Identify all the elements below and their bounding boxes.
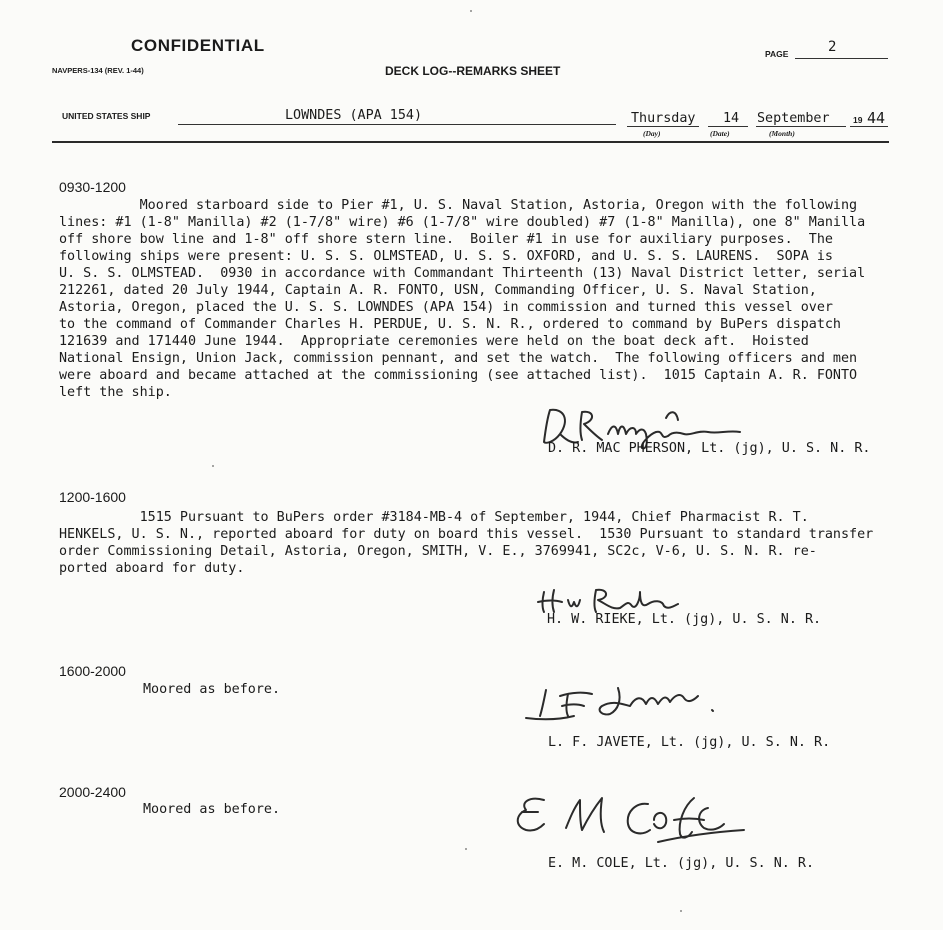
watch-time-1200: 1200-1600 <box>59 489 126 505</box>
ship-label: UNITED STATES SHIP <box>62 111 151 121</box>
ship-name-line <box>178 124 616 125</box>
entry-text-2000: Moored as before. <box>143 802 281 817</box>
signature-block-2000: E. M. COLE, Lt. (jg), U. S. N. R. <box>548 856 815 871</box>
entry-text-0930: Moored starboard side to Pier #1, U. S. Naval Station, Astoria, Oregon with the following lines: #1 (1-8" Manilla) #2 (1-7/8" wire) #6 (1-7/8" wire doubled) #7 (1-8" Manilla), one 8" Manilla off shore bow line and 1-8" off shore stern line. Boiler #1 in use for auxiliary purposes. The following ships were present: U. S. S. OLMSTEAD, U. S. S. OXFORD, and U. S. S. LAURENS. SOPA is U. S. S. OLMSTEAD. 0930 in accordance with Commandant Thirteenth (13) Naval District letter, serial 212261, dated 20 July 1944, Captain A. R. FONTO, USN, Commanding Officer, U. S. Naval Station, Astoria, Oregon, placed the U. S. S. LOWNDES (APA 154) in commission and turned this vessel over to the command of Commander Charles H. PERDUE, U. S. N. R., ordered to command by BuPers dispatch 121639 and 171440 June 1944. Appropriate ceremonies were held on the boat deck aft. Hoisted National Ensign, Union Jack, commission pennant, and set the watch. The following officers and men were aboard and became attached at the commissioning (see attached list). 1015 Captain A. R. FONTO left the ship. <box>59 198 866 400</box>
header-rule <box>52 141 889 143</box>
month-caption: (Month) <box>769 129 795 138</box>
watch-time-1600: 1600-2000 <box>59 663 126 679</box>
day-value: Thursday <box>631 111 696 126</box>
year-digits: 44 <box>867 109 886 127</box>
watch-time-2000: 2000-2400 <box>59 784 126 800</box>
month-value: September <box>757 111 830 126</box>
day-line <box>627 126 699 127</box>
page-label: PAGE <box>765 49 789 59</box>
scan-speck <box>680 910 682 912</box>
ship-name: LOWNDES (APA 154) <box>285 108 423 123</box>
signature-block-1200: H. W. RIEKE, Lt. (jg), U. S. N. R. <box>547 612 822 627</box>
year-line <box>850 126 888 127</box>
scan-speck <box>470 10 472 12</box>
scan-speck <box>212 465 214 467</box>
handwritten-signature-cole <box>508 778 748 848</box>
month-line <box>756 126 846 127</box>
page-number: 2 <box>828 39 837 55</box>
entry-text-1600: Moored as before. <box>143 682 281 697</box>
signature-block-0930: D. R. MAC PHERSON, Lt. (jg), U. S. N. R. <box>548 441 871 456</box>
day-caption: (Day) <box>643 129 661 138</box>
entry-text-1200: 1515 Pursuant to BuPers order #3184-MB-4 of September, 1944, Chief Pharmacist R. T. HENKELS, U. S. N., reported aboard for duty on board this vessel. 1530 Pursuant to standard transfer order Commissioning Detail, Astoria, Oregon, SMITH, V. E., 3769941, SC2c, V-6, U. S. N. R. re- ported aboard for duty. <box>59 510 874 576</box>
date-caption: (Date) <box>710 129 730 138</box>
form-number: NAVPERS-134 (REV. 1-44) <box>52 66 144 75</box>
classification-marking: CONFIDENTIAL <box>131 36 265 55</box>
handwritten-signature-javete <box>522 684 722 724</box>
watch-time-0930: 0930-1200 <box>59 179 126 195</box>
sheet-title: DECK LOG--REMARKS SHEET <box>385 64 561 78</box>
scan-speck <box>465 848 467 850</box>
year-prefix: 19 <box>853 115 863 125</box>
date-value: 14 <box>723 111 740 126</box>
date-line <box>708 126 748 127</box>
signature-block-1600: L. F. JAVETE, Lt. (jg), U. S. N. R. <box>548 735 831 750</box>
page-number-line <box>795 58 888 59</box>
